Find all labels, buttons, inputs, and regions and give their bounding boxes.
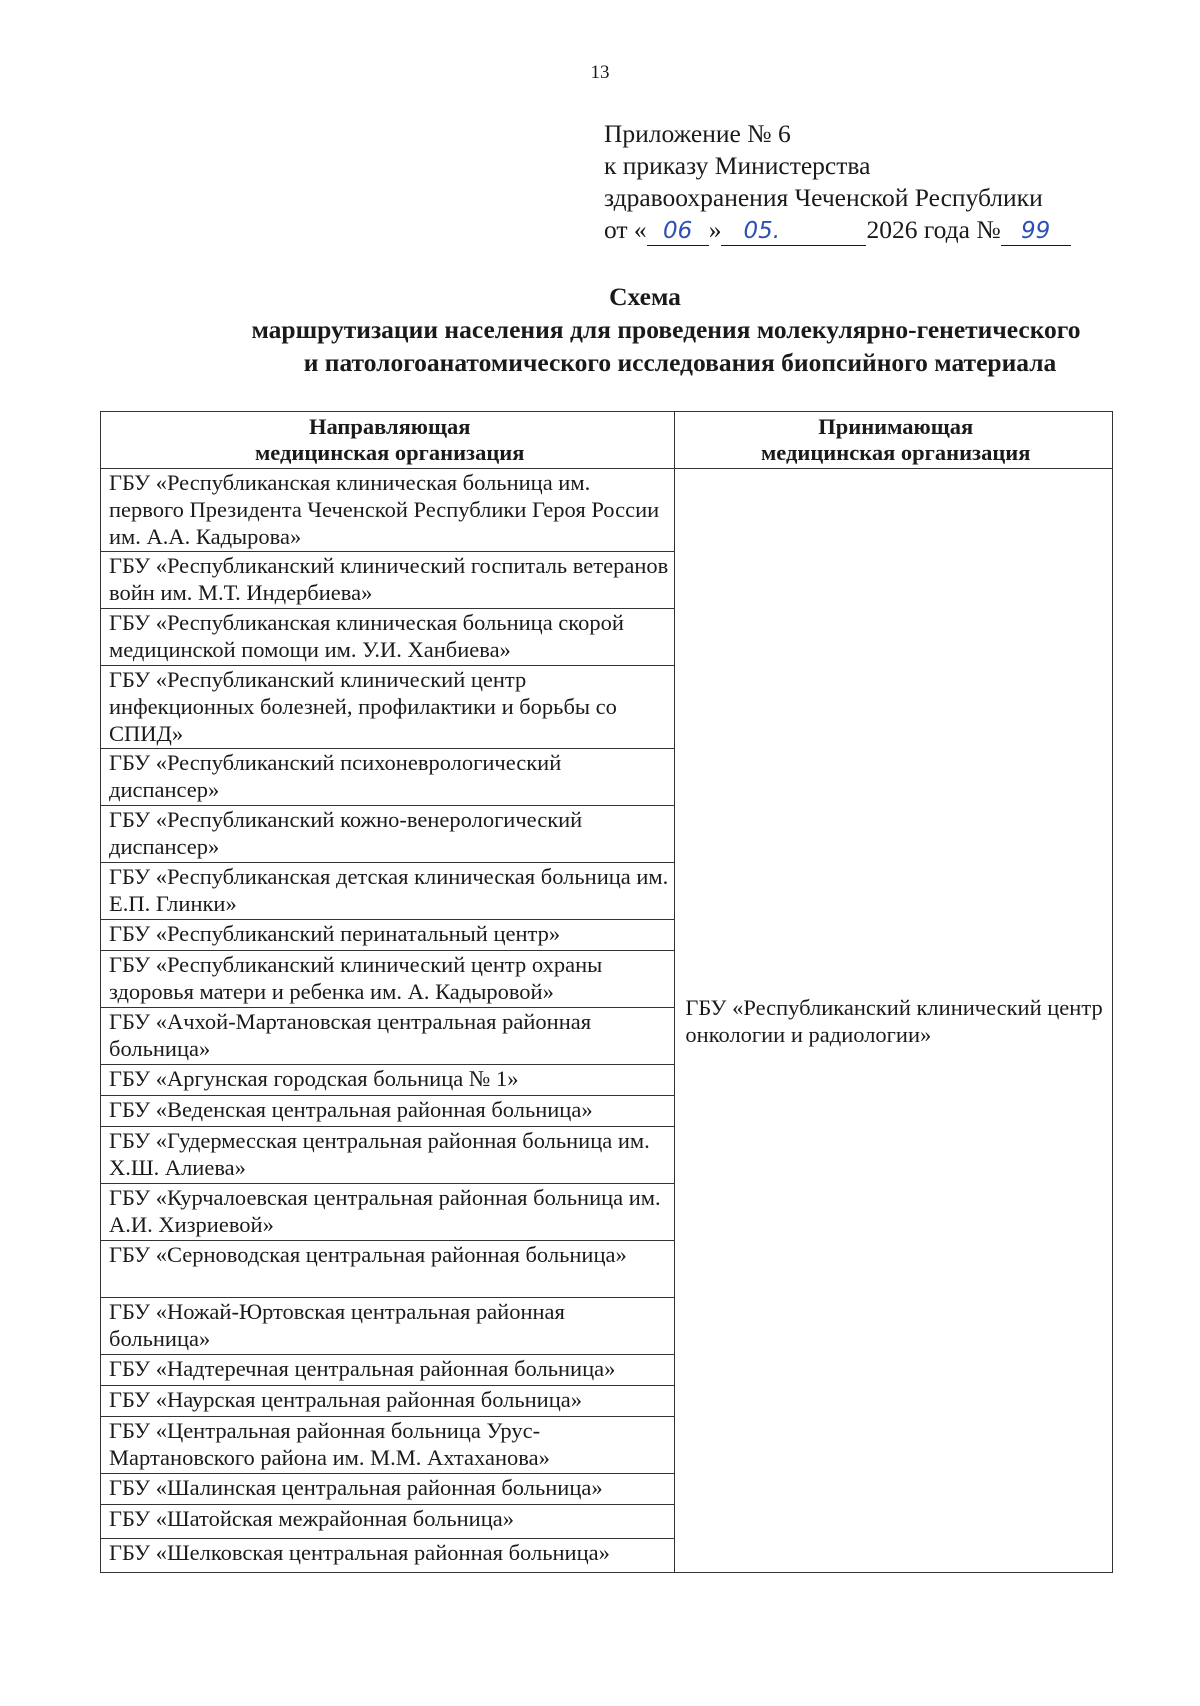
title-line-1: Схема — [609, 282, 681, 311]
appendix-date-line — [604, 214, 1071, 246]
header-sender — [101, 412, 675, 469]
sender-organization: ГБУ «Республиканская клиническая больница скорой медицинской помощи им. У.И. Ханбиева» — [101, 609, 675, 666]
table-body — [101, 469, 1113, 1573]
sender-organization: ГБУ «Шалинская центральная районная больница» — [101, 1474, 675, 1505]
sender-organization: ГБУ «Республиканский клинический центр охраны здоровья матери и ребенка им. А. Кадыровой» — [101, 951, 675, 1008]
header-sender-line-2: медицинская организация — [254, 440, 525, 465]
year-text: 2026 года № — [866, 215, 1001, 244]
sender-organization: ГБУ «Ачхой-Мартановская центральная районная больница» — [101, 1008, 675, 1065]
routing-table — [100, 411, 1113, 1573]
sender-organization: ГБУ «Серноводская центральная районная больница» — [101, 1241, 675, 1298]
sender-organization: ГБУ «Республиканский клинический центр инфекционных болезней, профилактики и борьбы со СПИД» — [101, 666, 675, 749]
sender-organization: ГБУ «Гудермесская центральная районная больница им. Х.Ш. Алиева» — [101, 1127, 675, 1184]
appendix-block — [604, 118, 1071, 246]
sender-organization: ГБУ «Наурская центральная районная больница» — [101, 1386, 675, 1417]
sender-organization: ГБУ «Аргунская городская больница № 1» — [101, 1065, 675, 1096]
date-quote-close: » — [708, 215, 722, 244]
title-line-3: и патологоанатомического исследования биопсийного материала — [303, 348, 1057, 377]
header-receiver-line-2: медицинская организация — [760, 440, 1031, 465]
sender-organization: ГБУ «Республиканская клиническая больница им. первого Президента Чеченской Республики Героя России им. А.А. Кадырова» — [101, 469, 675, 552]
appendix-line-2: к приказу Министерства — [604, 151, 871, 180]
sender-organization: ГБУ «Республиканский кожно-венерологический диспансер» — [101, 806, 675, 863]
handwritten-month: 05. — [721, 217, 866, 246]
sender-organization: ГБУ «Надтеречная центральная районная больница» — [101, 1355, 675, 1386]
sender-organization: ГБУ «Шатойская межрайонная больница» — [101, 1505, 675, 1539]
sender-organization: ГБУ «Курчалоевская центральная районная больница им. А.И. Хизриевой» — [101, 1184, 675, 1241]
sender-organization: ГБУ «Республиканский клинический госпиталь ветеранов войн им. М.Т. Индербиева» — [101, 552, 675, 609]
sender-organization: ГБУ «Шелковская центральная районная больница» — [101, 1539, 675, 1573]
header-receiver-line-1: Принимающая — [818, 414, 974, 439]
sender-organization: ГБУ «Республиканский перинатальный центр» — [101, 920, 675, 951]
appendix-line-1: Приложение № 6 — [604, 119, 791, 148]
sender-organization: ГБУ «Веденская центральная районная больница» — [101, 1096, 675, 1127]
document-title — [0, 280, 1200, 379]
appendix-line-3: здравоохранения Чеченской Республики — [604, 183, 1043, 212]
title-line-2: маршрутизации населения для проведения молекулярно-генетического — [251, 315, 1081, 344]
table-row — [101, 469, 1113, 552]
header-sender-line-1: Направляющая — [308, 414, 471, 439]
sender-organization: ГБУ «Республиканский психоневрологический диспансер» — [101, 749, 675, 806]
sender-organization: ГБУ «Ножай-Юртовская центральная районная больница» — [101, 1298, 675, 1355]
handwritten-order-number: 99 — [1001, 217, 1071, 246]
sender-organization: ГБУ «Республиканская детская клиническая больница им. Е.П. Глинки» — [101, 863, 675, 920]
header-receiver — [675, 412, 1113, 469]
table-header-row — [101, 412, 1113, 469]
receiver-organization: ГБУ «Республиканский клинический центр онкологии и радиологии» — [675, 469, 1113, 1573]
handwritten-day: 06 — [647, 217, 709, 246]
sender-organization: ГБУ «Центральная районная больница Урус-Мартановского района им. М.М. Ахтаханова» — [101, 1417, 675, 1474]
date-prefix: от « — [604, 215, 647, 244]
page-number: 13 — [590, 62, 610, 83]
